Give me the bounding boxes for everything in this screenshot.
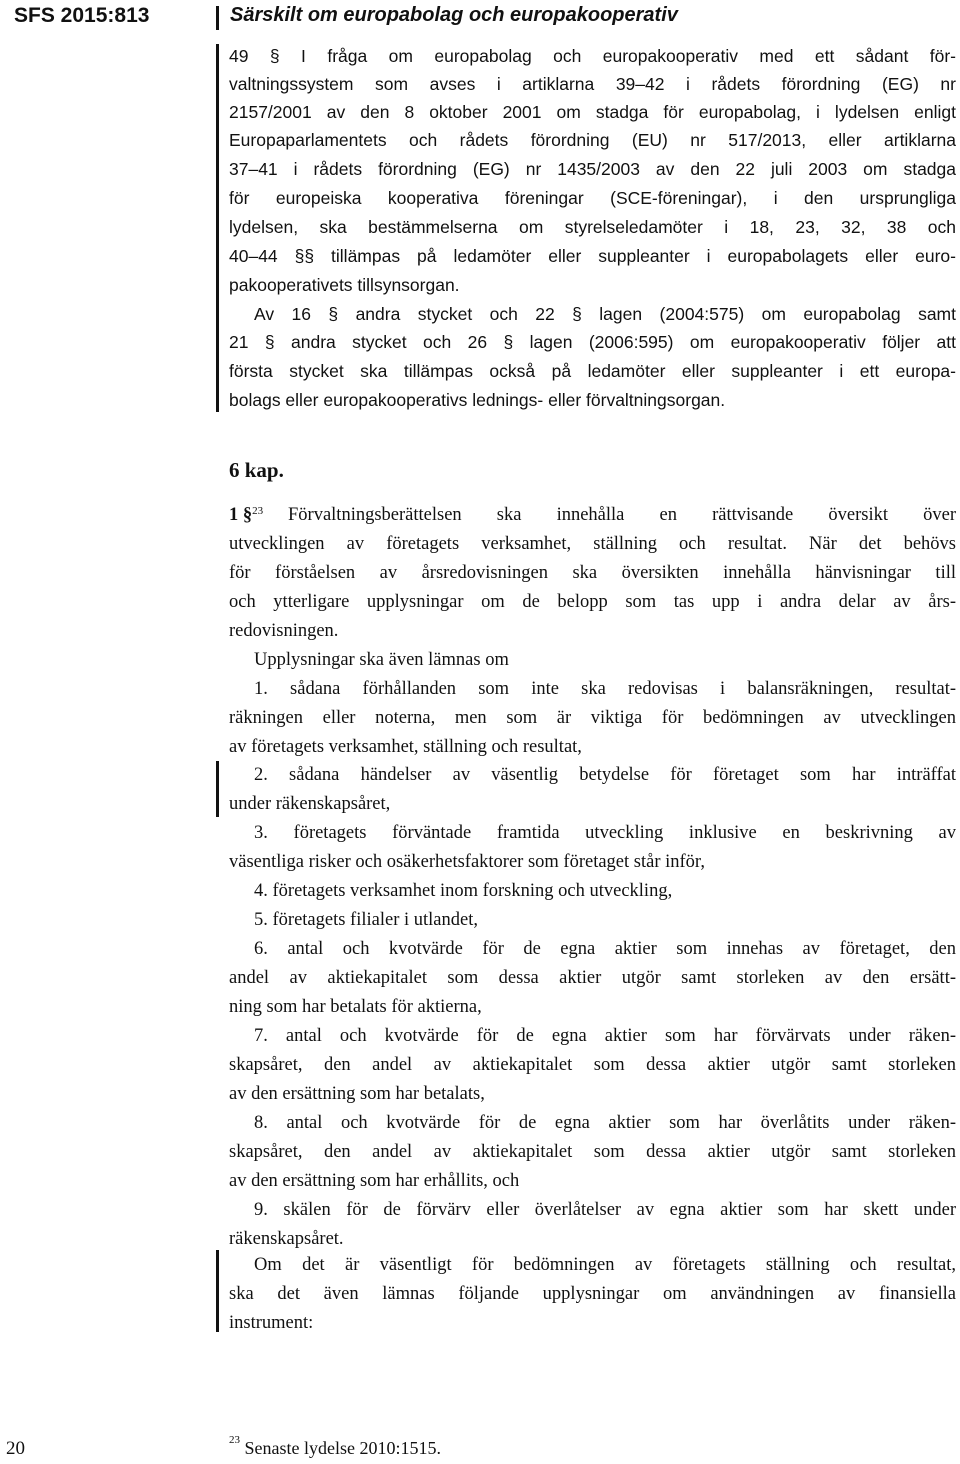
list-item-6: 6. antal och kvotvärde för de egna aktier som innehas av företaget, den xyxy=(254,939,956,959)
section-49-line: pakooperativets tillsynsorgan. xyxy=(229,275,460,295)
list-item-2: under räkenskapsåret, xyxy=(229,794,391,814)
section-49-para2-line: bolags eller europakooperativs lednings- eller förvaltningsorgan. xyxy=(229,390,726,410)
section-1-line: Upplysningar ska även lämnas om xyxy=(254,650,509,670)
list-item-8: 8. antal och kvotvärde för de egna aktier som har överlåtits under räken- xyxy=(254,1113,956,1133)
list-item-6: ning som har betalats för aktierna, xyxy=(229,997,482,1017)
section-49-para2-line: 21 § andra stycket och 26 § lagen (2006:595) om europakooperativ följer att xyxy=(229,332,956,352)
list-item-9: räkenskapsåret. xyxy=(229,1229,344,1249)
list-item-9: 9. skälen för de förvärv eller överlåtelser av egna aktier som har skett under xyxy=(254,1200,956,1220)
footnote-ref: 23 xyxy=(252,505,264,517)
list-item-7: skapsåret, den andel av aktiekapitalet som dessa aktier utgör samt storleken xyxy=(229,1055,956,1075)
list-item-8: av den ersättning som har erhållits, och xyxy=(229,1171,520,1191)
section-1-line: för förståelsen av årsredovisningen ska översikten innehålla hänvisningar till xyxy=(229,563,956,583)
section-49-line: 2157/2001 av den 8 oktober 2001 om stadga för europabolag, i lydelsen enligt xyxy=(229,102,956,122)
section-49-line: 40–44 §§ tillämpas på ledamöter eller suppleanter i europabolagets eller euro- xyxy=(229,246,956,266)
section-49-line: valtningssystem som avses i artiklarna 39–42 i rådets förordning (EG) nr xyxy=(229,74,956,94)
list-item-5: 5. företagets filialer i utlandet, xyxy=(254,910,478,930)
section-1-closing-line: ska det även lämnas följande upplysningar om användningen av finansiella xyxy=(229,1284,956,1304)
chapter-heading: 6 kap. xyxy=(229,458,284,482)
list-item-1: räkningen eller noterna, men som är viktiga för bedömningen av utvecklingen xyxy=(229,708,956,728)
list-item-3: väsentliga risker och osäkerhetsfaktorer som företaget står inför, xyxy=(229,852,705,872)
section-49-line: 49 § I fråga om europabolag och europakooperativ med ett sådant för- xyxy=(229,46,956,66)
list-item-8: skapsåret, den andel av aktiekapitalet som dessa aktier utgör samt storleken xyxy=(229,1142,956,1162)
section-1-line: Förvaltningsberättelsen ska innehålla en rättvisande översikt över xyxy=(288,505,956,525)
footnote-number: 23 xyxy=(229,1434,240,1446)
section-49-line: lydelsen, ska bestämmelserna om styrelseledamöter i 18, 23, 32, 38 och xyxy=(229,217,956,237)
sfs-number: SFS 2015:813 xyxy=(14,4,150,27)
list-item-6: andel av aktiekapitalet som dessa aktier utgör samt storleken av den ersätt- xyxy=(229,968,956,988)
page-number: 20 xyxy=(6,1438,25,1459)
footnote xyxy=(229,1434,441,1459)
section-49-para2-line: Av 16 § andra stycket och 22 § lagen (2004:575) om europabolag samt xyxy=(254,304,956,324)
list-item-1: 1. sådana förhållanden som inte ska redovisas i balansräkningen, resultat- xyxy=(254,679,956,699)
section-1-line: och ytterligare upplysningar om de belopp som tas upp i andra delar av års- xyxy=(229,592,956,612)
change-bar xyxy=(216,44,219,412)
change-bar xyxy=(216,761,219,817)
section-1-closing-line: instrument: xyxy=(229,1313,314,1333)
section-1-line: utvecklingen av företagets verksamhet, ställning och resultat. När det behövs xyxy=(229,534,956,554)
list-item-1: av företagets verksamhet, ställning och resultat, xyxy=(229,737,582,757)
section-1-line: redovisningen. xyxy=(229,621,339,641)
section-49-line: 37–41 i rådets förordning (EG) nr 1435/2003 av den 22 juli 2003 om stadga xyxy=(229,159,956,179)
section-49-para2-line: första stycket ska tillämpas också på ledamöter eller suppleanter i ett europa- xyxy=(229,361,956,381)
change-bar xyxy=(216,6,219,30)
section-1-number xyxy=(229,503,263,527)
footnote-text: Senaste lydelse 2010:1515. xyxy=(244,1438,441,1458)
section-1-num: 1 § xyxy=(229,505,253,525)
section-1-closing-line: Om det är väsentligt för bedömningen av företagets ställning och resultat, xyxy=(254,1255,956,1275)
list-item-4: 4. företagets verksamhet inom forskning och utveckling, xyxy=(254,881,673,901)
page-header-title: Särskilt om europabolag och europakooperativ xyxy=(230,4,678,26)
section-49-line: Europaparlamentets och rådets förordning (EU) nr 517/2013, eller artiklarna xyxy=(229,130,956,150)
change-bar xyxy=(216,1250,219,1332)
list-item-2: 2. sådana händelser av väsentlig betydelse för företaget som har inträffat xyxy=(254,765,956,785)
section-49-line: för europeiska kooperativa föreningar (SCE-föreningar), i den ursprungliga xyxy=(229,188,956,208)
list-item-7: av den ersättning som har betalats, xyxy=(229,1084,485,1104)
section-1-first-line xyxy=(229,503,956,527)
list-item-7: 7. antal och kvotvärde för de egna aktier som har förvärvats under räken- xyxy=(254,1026,956,1046)
list-item-3: 3. företagets förväntade framtida utveckling inklusive en beskrivning av xyxy=(254,823,956,843)
